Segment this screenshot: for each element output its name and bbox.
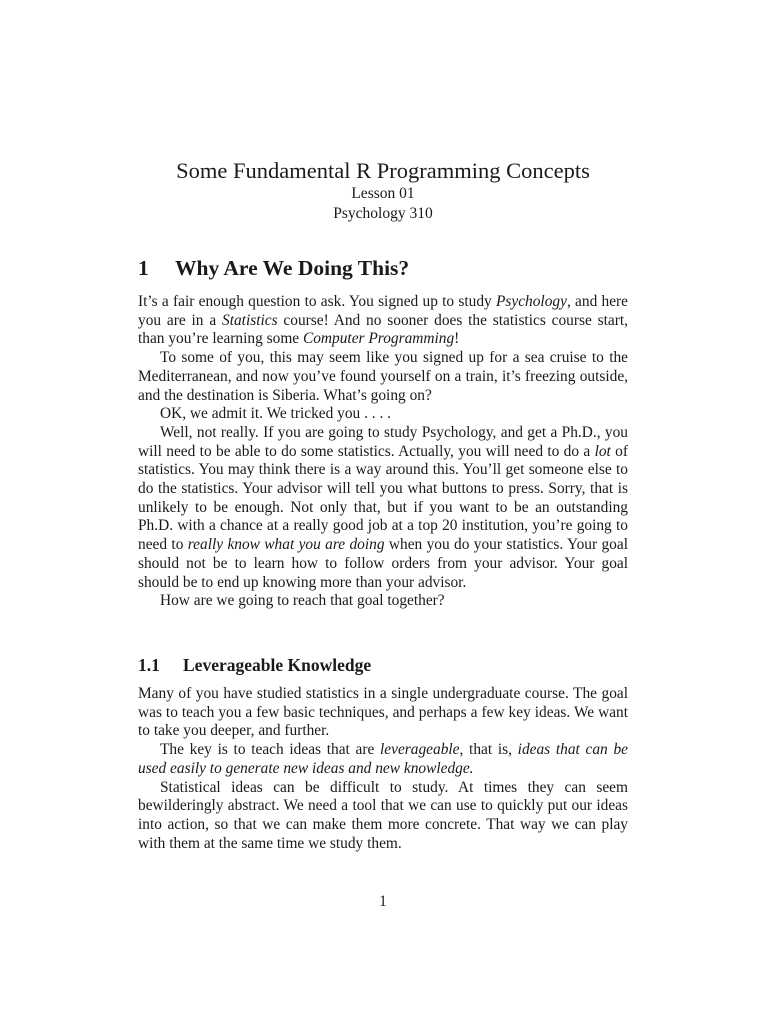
paragraph-text: ! bbox=[454, 330, 460, 348]
subsection-heading bbox=[138, 654, 628, 676]
paragraph-text: Statistical ideas can be difficult to study. At times they can seem bewilderingly abstract. We need a tool that we can use to quickly put our ideas into action, so that we can make them more concrete. That way we can play with them at the same time we study them. bbox=[138, 778, 628, 852]
paragraph bbox=[138, 741, 628, 778]
emphasis-text: leverageable bbox=[380, 741, 460, 759]
document-page bbox=[138, 0, 628, 1024]
emphasis-text: Computer Programming bbox=[302, 330, 455, 348]
emphasis-text: Statistics bbox=[222, 311, 278, 329]
paragraph-text: of statistics. You may think there is a way around this. You’ll get someone else to do the statistics. Your advisor will tell you what buttons to press. Sorry, that is unlikely to be enough. Not only that, but if you want to be an outstanding Ph.D. with a chance at a really good job at a top 20 institution, you’re going to need to bbox=[138, 442, 628, 554]
emphasis-text: Psychology bbox=[495, 293, 567, 310]
section-body bbox=[138, 293, 628, 611]
title-block bbox=[138, 158, 628, 224]
emphasis-text: ideas that can be used easily to generate new ideas and new knowledge. bbox=[138, 741, 628, 777]
lesson-label: Lesson 01 bbox=[351, 185, 415, 202]
paragraph bbox=[138, 293, 628, 349]
paragraph bbox=[138, 424, 628, 592]
subsection-number: 1.1 bbox=[138, 655, 160, 675]
section-number: 1 bbox=[138, 256, 149, 280]
paragraph-text: , and here you are in a bbox=[138, 293, 628, 329]
paragraph-text: when you do your statistics. Your goal should not be to learn how to follow orders from your advisor. Your goal should be to end up knowing more than your advisor. bbox=[138, 536, 628, 591]
emphasis-text: really know what you are doing bbox=[187, 536, 385, 554]
paragraph bbox=[138, 405, 628, 424]
emphasis-text: lot bbox=[594, 442, 611, 460]
paragraph-text: OK, we admit it. We tricked you . . . . bbox=[160, 405, 392, 423]
document-title: Some Fundamental R Programming Concepts bbox=[176, 158, 590, 183]
paragraph-text: Well, not really. If you are going to study Psychology, and get a Ph.D., you will need to be able to do some statistics. Actually, you will need to do a bbox=[138, 423, 628, 460]
paragraph bbox=[138, 685, 628, 741]
paragraph-text: course! And no sooner does the statistics course start, than you’re learning some bbox=[138, 311, 628, 348]
paragraph-text: To some of you, this may seem like you signed up for a sea cruise to the Mediterranean, and now you’ve found yourself on a train, it’s freezing outside, and the destination is Siberia. What’s going on? bbox=[138, 349, 628, 404]
course-label: Psychology 310 bbox=[333, 205, 433, 222]
paragraph bbox=[138, 349, 628, 405]
section-title: Why Are We Doing This? bbox=[175, 256, 410, 280]
paragraph-text: The key is to teach ideas that are bbox=[160, 741, 381, 759]
paragraph-text: It’s a fair enough question to ask. You signed up to study bbox=[138, 293, 496, 310]
subsection-title: Leverageable Knowledge bbox=[183, 655, 372, 675]
paragraph-text: Many of you have studied statistics in a single undergraduate course. The goal was to teach you a few basic techniques, and perhaps a few key ideas. We want to take you deeper, and further. bbox=[138, 685, 628, 740]
page-number: 1 bbox=[379, 893, 387, 910]
paragraph bbox=[138, 779, 628, 854]
paragraph bbox=[138, 592, 628, 611]
paragraph-text: How are we going to reach that goal together? bbox=[160, 592, 445, 610]
section-heading bbox=[138, 255, 628, 281]
subsection-body bbox=[138, 685, 628, 853]
paragraph-text: , that is, bbox=[459, 741, 518, 759]
